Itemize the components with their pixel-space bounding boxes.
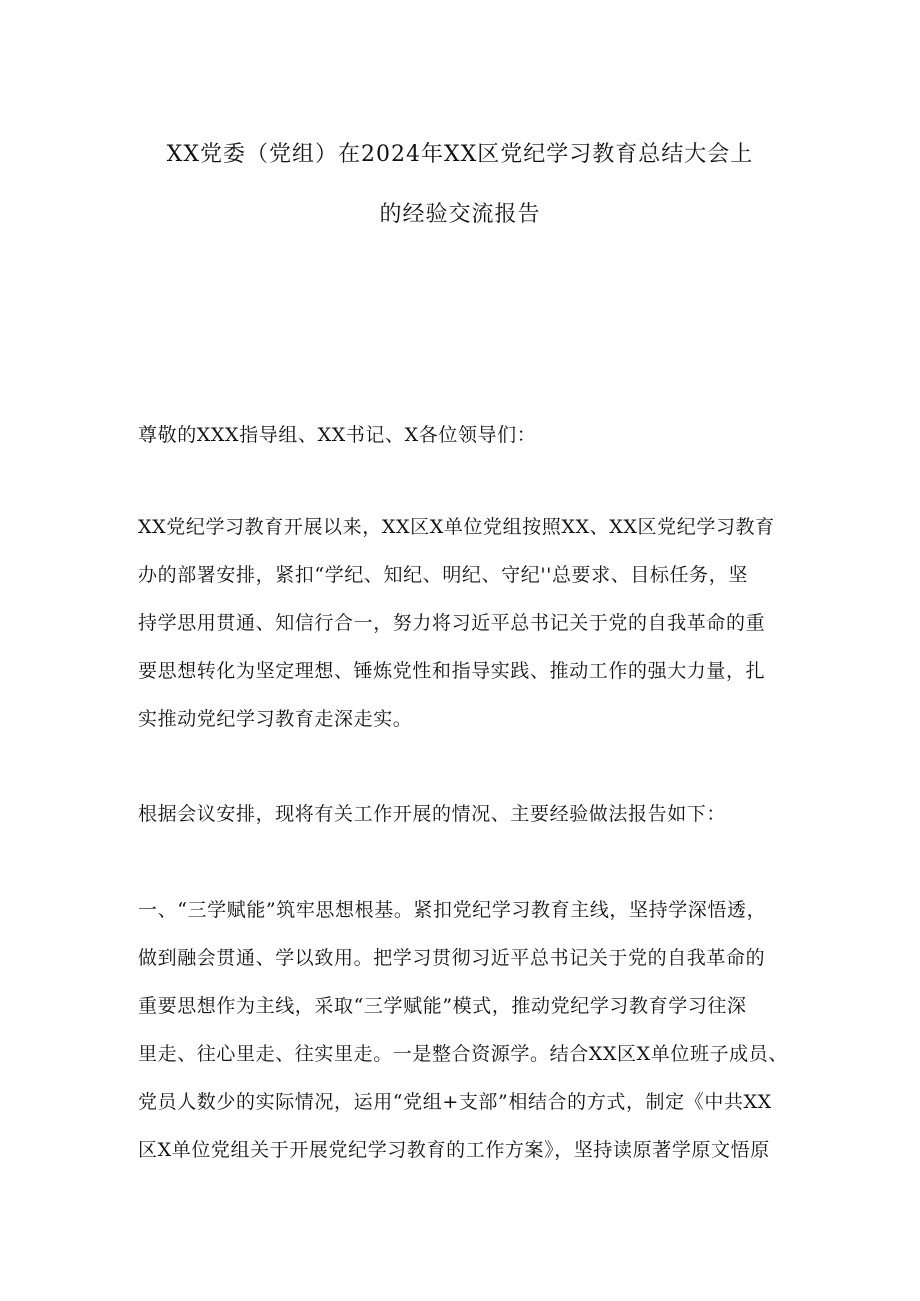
paragraph-2: 根据会议安排，现将有关工作开展的情况、主要经验做法报告如下： xyxy=(138,803,727,825)
paragraph-3-line: 里走、往心里走、往实里走。一是整合资源学。结合XX区X单位班子成员、 xyxy=(138,1043,788,1065)
paragraph-1-line: 办的部署安排，紧扣“学纪、知纪、明纪、守纪''总要求、目标任务，坚 xyxy=(138,564,748,586)
paragraph-3-line: 一、“三学赋能”筑牢思想根基。紧扣党纪学习教育主线，坚持学深悟透， xyxy=(138,899,767,921)
paragraph-1-line: 要思想转化为坚定理想、锤炼党性和指导实践、推动工作的强大力量，扎 xyxy=(138,660,766,682)
paragraph-1-line: 持学思用贯通、知信行合一，努力将习近平总书记关于党的自我革命的重 xyxy=(138,612,766,634)
paragraph-3-line: 区X单位党组关于开展党纪学习教育的工作方案》，坚持读原著学原文悟原 xyxy=(138,1139,770,1161)
paragraph-1-line: 实推动党纪学习教育走深走实。 xyxy=(138,708,413,730)
document-title-line-2: 的经验交流报告 xyxy=(379,202,541,227)
paragraph-3-line: 做到融会贯通、学以致用。把学习贯彻习近平总书记关于党的自我革命的 xyxy=(138,947,766,969)
paragraph-3-line: 党员人数少的实际情况，运用“党组+支部”相结合的方式，制定《中共XX xyxy=(138,1091,772,1113)
salutation: 尊敬的XXX指导组、XX书记、X各位领导们： xyxy=(138,424,537,446)
paragraph-3-line: 重要思想作为主线，采取“三学赋能”模式，推动党纪学习教育学习往深 xyxy=(138,995,747,1017)
paragraph-1-line: XX党纪学习教育开展以来，XX区X单位党组按照XX、XX区党纪学习教育 xyxy=(138,516,775,538)
document-title-line-1: XX党委（党组）在2024年XX区党纪学习教育总结大会上 xyxy=(166,142,754,167)
